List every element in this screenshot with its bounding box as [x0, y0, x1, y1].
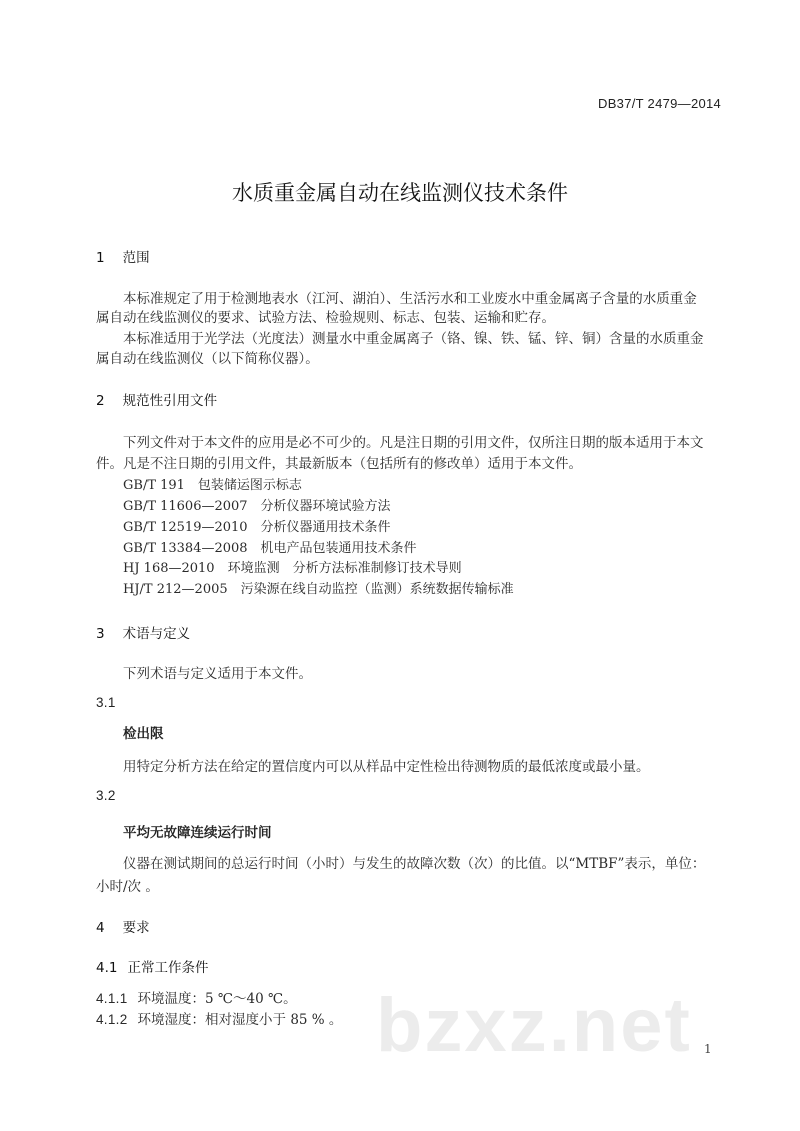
term-title: 检出限	[123, 726, 164, 742]
ref-item: HJ 168—2010 环境监测 分析方法标准制修订技术导则	[123, 561, 462, 576]
clause-number: 4.1.2	[96, 1012, 128, 1027]
term-definition-line2: 小时/次 。	[96, 879, 159, 895]
clause-4-1-1	[96, 987, 297, 1007]
page-number: 1	[704, 1042, 712, 1056]
s1-para1-line2: 属自动在线监测仪的要求、试验方法、检验规则、标志、包装、运输和贮存。	[96, 310, 555, 326]
s1-para1-line1: 本标准规定了用于检测地表水（江河、湖泊）、生活污水和工业废水中重金属离子含量的水质重金	[123, 291, 697, 307]
s1-para2-line2: 属自动在线监测仪（以下简称仪器）。	[96, 351, 319, 367]
s1-para2-line1: 本标准适用于光学法（光度法）测量水中重金属离子（铬、镍、铁、锰、锌、铜）含量的水质重金	[123, 331, 704, 347]
term-number: 3.2	[96, 788, 116, 803]
term-number: 3.1	[96, 695, 116, 710]
section-number: 1	[96, 250, 105, 266]
section-2-heading	[96, 389, 217, 409]
section-number: 2	[96, 393, 105, 409]
subsection-4-1-heading	[96, 956, 208, 976]
section-4-heading	[96, 916, 150, 936]
ref-item: GB/T 191 包装储运图示标志	[123, 478, 302, 493]
clause-number: 4.1.1	[96, 991, 128, 1006]
s2-para-line2: 件。凡是不注日期的引用文件，其最新版本（包括所有的修改单）适用于本文件。	[96, 456, 582, 472]
section-title: 规范性引用文件	[122, 393, 218, 409]
ref-item: HJ/T 212—2005 污染源在线自动监控（监测）系统数据传输标准	[123, 582, 514, 597]
section-3-heading	[96, 622, 190, 642]
page-title: 水质重金属自动在线监测仪技术条件	[232, 181, 568, 205]
doc-code-header: DB37/T 2479—2014	[598, 96, 722, 111]
term-title: 平均无故障连续运行时间	[123, 825, 272, 841]
section-number: 3	[96, 626, 105, 642]
s3-intro: 下列术语与定义适用于本文件。	[123, 666, 312, 682]
section-1-heading	[96, 246, 150, 266]
clause-4-1-2	[96, 1008, 342, 1028]
section-title: 范围	[122, 250, 150, 266]
clause-text: 环境温度：5 ℃～40 ℃。	[137, 991, 297, 1007]
term-definition-line1: 仪器在测试期间的总运行时间（小时）与发生的故障次数（次）的比值。以“MTBF”表示，单位：	[123, 856, 706, 872]
section-title: 术语与定义	[122, 626, 191, 642]
ref-item: GB/T 11606—2007 分析仪器环境试验方法	[123, 499, 391, 514]
s2-para-line1: 下列文件对于本文件的应用是必不可少的。凡是注日期的引用文件，仅所注日期的版本适用于本文	[123, 435, 704, 451]
section-title: 要求	[122, 920, 150, 936]
subsection-title: 正常工作条件	[127, 960, 209, 976]
term-definition: 用特定分析方法在给定的置信度内可以从样品中定性检出待测物质的最低浓度或最小量。	[123, 759, 650, 775]
watermark-text: bzxz.net	[376, 983, 692, 1068]
clause-text: 环境湿度：相对湿度小于 85 % 。	[137, 1012, 343, 1028]
ref-item: GB/T 12519—2010 分析仪器通用技术条件	[123, 520, 391, 535]
subsection-number: 4.1	[96, 960, 118, 976]
section-number: 4	[96, 920, 105, 936]
ref-item: GB/T 13384—2008 机电产品包装通用技术条件	[123, 541, 417, 556]
